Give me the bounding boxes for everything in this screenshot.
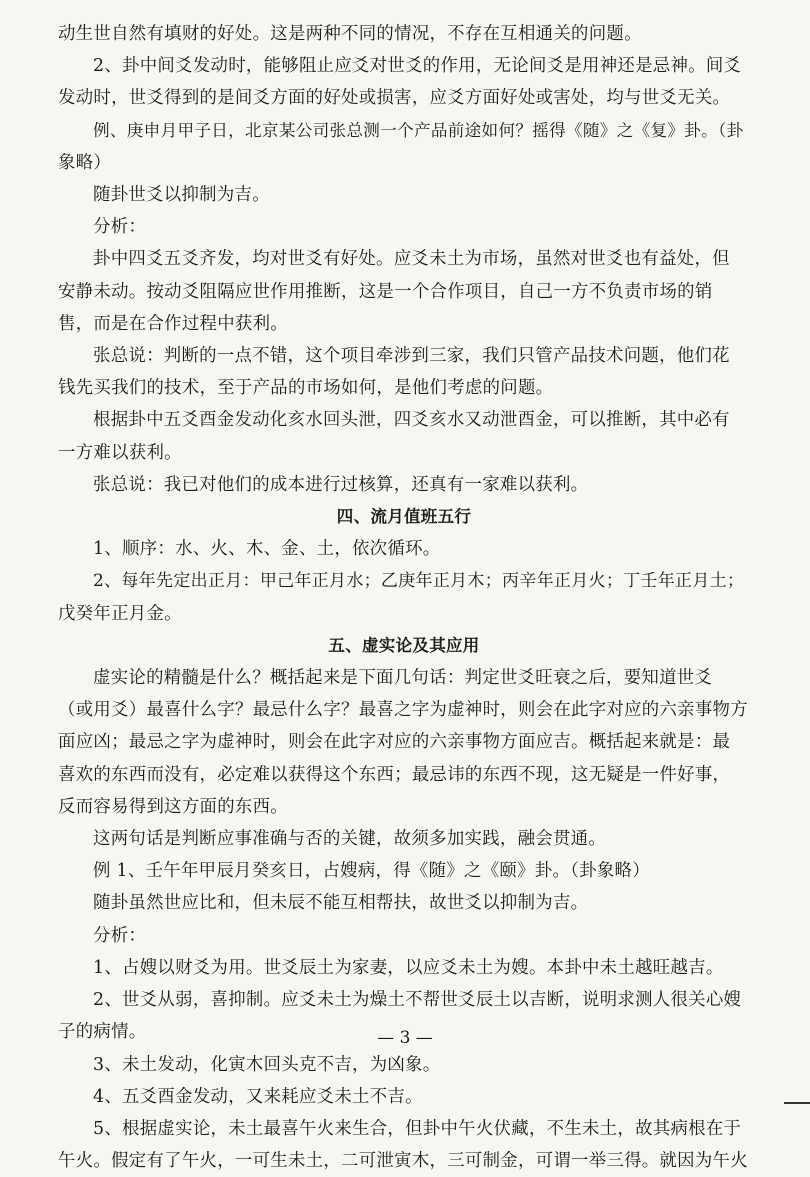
text-line-36: 午火。假定有了午火，一可生未土，二可泄寅木，三可制金，可谓一举三得。就因为午火: [58, 1151, 748, 1172]
text-line-23: 面应凶；最忌之字为虚神时，则会在此字对应的六亲事物方面应吉。概括起来就是：最: [58, 732, 731, 753]
text-line-6: 随卦世爻以抑制为吉。: [93, 185, 270, 206]
text-line-2: 2、卦中间爻发动时，能够阻止应爻对世爻的作用，无论间爻是用神还是忌神。间爻: [93, 56, 742, 77]
text-line-27: 例 1、壬午年甲辰月癸亥日，占嫂病，得《随》之《颐》卦。（卦象略）: [93, 861, 650, 882]
text-line-4: 例、庚申月甲子日，北京某公司张总测一个产品前途如何？摇得《随》之《复》卦。（卦: [93, 120, 744, 140]
text-line-12: 钱先买我们的技术，至于产品的市场如何，是他们考虑的问题。: [58, 378, 554, 399]
text-line-35: 5、根据虚实论，未土最喜午火来生合，但卦中午火伏藏，不生未土，故其病根在于: [93, 1118, 742, 1139]
text-line-25: 反而容易得到这方面的东西。: [58, 796, 288, 817]
text-line-17: 1、顺序：水、火、木、金、土，依次循环。: [93, 539, 441, 560]
text-line-31: 2、世爻从弱，喜抑制。应爻未土为燥土不帮世爻辰土以吉断，说明求测人很关心嫂: [93, 990, 742, 1011]
text-line-1: 动生世自然有填财的好处。这是两种不同的情况，不存在互相通关的问题。: [58, 24, 642, 44]
text-line-5: 象略）: [58, 152, 112, 173]
text-line-28: 随卦虽然世应比和，但未辰不能互相帮扶，故世爻以抑制为吉。: [93, 893, 589, 914]
text-line-10: 售，而是在合作过程中获利。: [58, 313, 288, 334]
text-line-18: 2、每年先定出正月：甲己年正月水；乙庚年正月木；丙辛年正月火；丁壬年正月土；: [93, 571, 745, 592]
text-line-3: 发动时，世爻得到的是间爻方面的好处或损害，应爻方面好处或害处，均与世爻无关。: [58, 88, 731, 109]
scan-edge-mark: [784, 1102, 810, 1104]
text-line-32: 子的病情。: [58, 1022, 147, 1043]
text-line-13: 根据卦中五爻酉金发动化亥水回头泄，四爻亥水又动泄酉金，可以推断，其中必有: [93, 410, 730, 431]
page-number: — 3 —: [377, 1028, 433, 1048]
section-heading-5: 五、虚实论及其应用: [328, 635, 480, 655]
text-line-30: 1、占嫂以财爻为用。世爻辰土为家妻，以应爻未土为嫂。本卦中未土越旺越吉。: [93, 957, 724, 978]
document-page: [58, 18, 750, 1177]
text-line-19: 戊癸年正月金。: [58, 603, 182, 624]
text-line-33: 3、未土发动，化寅木回头克不吉，为凶象。: [93, 1054, 441, 1075]
text-line-22: （或用爻）最喜什么字？最忌什么字？最喜之字为虚神时，则会在此字对应的六亲事物方: [58, 700, 748, 721]
text-line-21: 虚实论的精髓是什么？概括起来是下面几句话：判定世爻旺衰之后，要知道世爻: [93, 668, 713, 689]
text-line-24: 喜欢的东西而没有，必定难以获得这个东西；最忌讳的东西不现，这无疑是一件好事，: [58, 764, 731, 785]
text-line-26: 这两句话是判断应事准确与否的关键，故须多加实践，融会贯通。: [93, 829, 607, 850]
text-line-29: 分析：: [93, 925, 147, 946]
text-line-14: 一方难以获利。: [58, 442, 182, 463]
text-line-7: 分析：: [93, 217, 147, 238]
text-line-9: 安静未动。按动爻阻隔应世作用推断，这是一个合作项目，自己一方不负责市场的销: [58, 281, 713, 302]
text-line-15: 张总说：我已对他们的成本进行过核算，还真有一家难以获利。: [93, 474, 589, 495]
text-line-34: 4、五爻酉金发动，又来耗应爻未土不吉。: [93, 1086, 423, 1107]
text-line-8: 卦中四爻五爻齐发，均对世爻有好处。应爻未土为市场，虽然对世爻也有益处，但: [93, 249, 730, 270]
section-heading-4: 四、流月值班五行: [336, 507, 472, 527]
text-line-11: 张总说：判断的一点不错，这个项目牵涉到三家，我们只管产品技术问题，他们花: [93, 346, 730, 367]
